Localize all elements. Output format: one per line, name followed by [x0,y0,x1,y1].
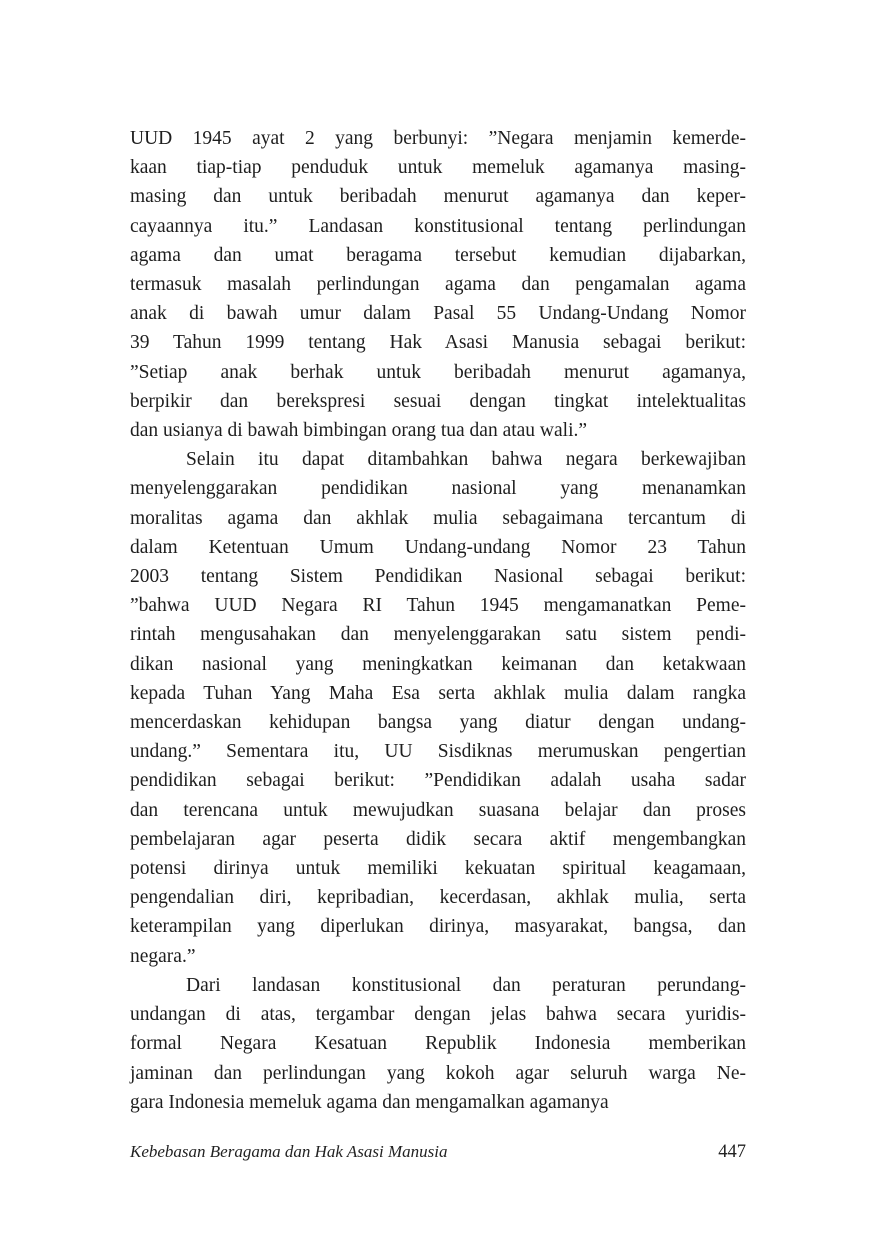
text-line: cayaannya itu.” Landasan konstitusional tentang perlindungan [130,215,746,237]
text-line: dan usianya di bawah bimbingan orang tua dan atau wali.” [130,420,588,442]
text-line: kepada Tuhan Yang Maha Esa serta akhlak mulia dalam rangka [130,682,746,704]
text-line: UUD 1945 ayat 2 yang berbunyi: ”Negara menjamin kemerde- [130,128,746,149]
text-line: Selain itu dapat ditambahkan bahwa negara berkewajiban [186,449,746,471]
text-line: rintah mengusahakan dan menyelenggarakan satu sistem pendi- [130,624,746,646]
text-line: keterampilan yang diperlukan dirinya, masyarakat, bangsa, dan [130,916,746,938]
text-line: pengendalian diri, kepribadian, kecerdasan, akhlak mulia, serta [130,887,746,909]
text-line: pembelajaran agar peserta didik secara aktif mengembangkan [130,828,746,850]
paragraph [130,124,746,445]
page-footer [130,1142,746,1163]
text-line: gara Indonesia memeluk agama dan mengamalkan agamanya [130,1091,609,1113]
text-line: menyelenggarakan pendidikan nasional yang menanamkan [130,478,746,500]
text-line: undangan di atas, tergambar dengan jelas bahwa secara yuridis- [130,1004,746,1026]
paragraph [130,445,746,971]
text-line: undang.” Sementara itu, UU Sisdiknas merumuskan pengertian [130,741,746,763]
running-footer-title: Kebebasan Beragama dan Hak Asasi Manusia [130,1142,448,1161]
text-line: mencerdaskan kehidupan bangsa yang diatur dengan undang- [130,712,746,734]
text-line: agama dan umat beragama tersebut kemudian dijabarkan, [130,244,746,266]
text-line: dalam Ketentuan Umum Undang-undang Nomor 23 Tahun [130,536,746,558]
text-line: dan terencana untuk mewujudkan suasana belajar dan proses [130,799,746,821]
text-line: masing dan untuk beribadah menurut agamanya dan keper- [130,186,746,208]
text-line: 39 Tahun 1999 tentang Hak Asasi Manusia sebagai berikut: [130,332,746,354]
text-line: termasuk masalah perlindungan agama dan pengamalan agama [130,274,746,296]
text-line: formal Negara Kesatuan Republik Indonesia memberikan [130,1033,746,1055]
text-line: Dari landasan konstitusional dan peraturan perundang- [186,974,746,996]
text-line: 2003 tentang Sistem Pendidikan Nasional sebagai berikut: [130,566,746,588]
text-line: ”Setiap anak berhak untuk beribadah menurut agamanya, [130,361,746,383]
body-text [130,124,746,1117]
text-line: moralitas agama dan akhlak mulia sebagaimana tercantum di [130,507,746,529]
text-line: kaan tiap-tiap penduduk untuk memeluk agamanya masing- [130,157,746,179]
text-line: pendidikan sebagai berikut: ”Pendidikan adalah usaha sadar [130,770,746,792]
text-line: dikan nasional yang meningkatkan keimanan dan ketakwaan [130,653,746,675]
text-line: ”bahwa UUD Negara RI Tahun 1945 mengamanatkan Peme- [130,595,746,617]
text-line: jaminan dan perlindungan yang kokoh agar seluruh warga Ne- [130,1062,746,1084]
page-number: 447 [718,1142,746,1162]
text-line: potensi dirinya untuk memiliki kekuatan spiritual keagamaan, [130,858,746,880]
text-line: anak di bawah umur dalam Pasal 55 Undang-Undang Nomor [130,303,746,325]
text-line: berpikir dan berekspresi sesuai dengan tingkat intelektualitas [130,390,746,412]
text-line: negara.” [130,945,196,967]
paragraph [130,971,746,1117]
